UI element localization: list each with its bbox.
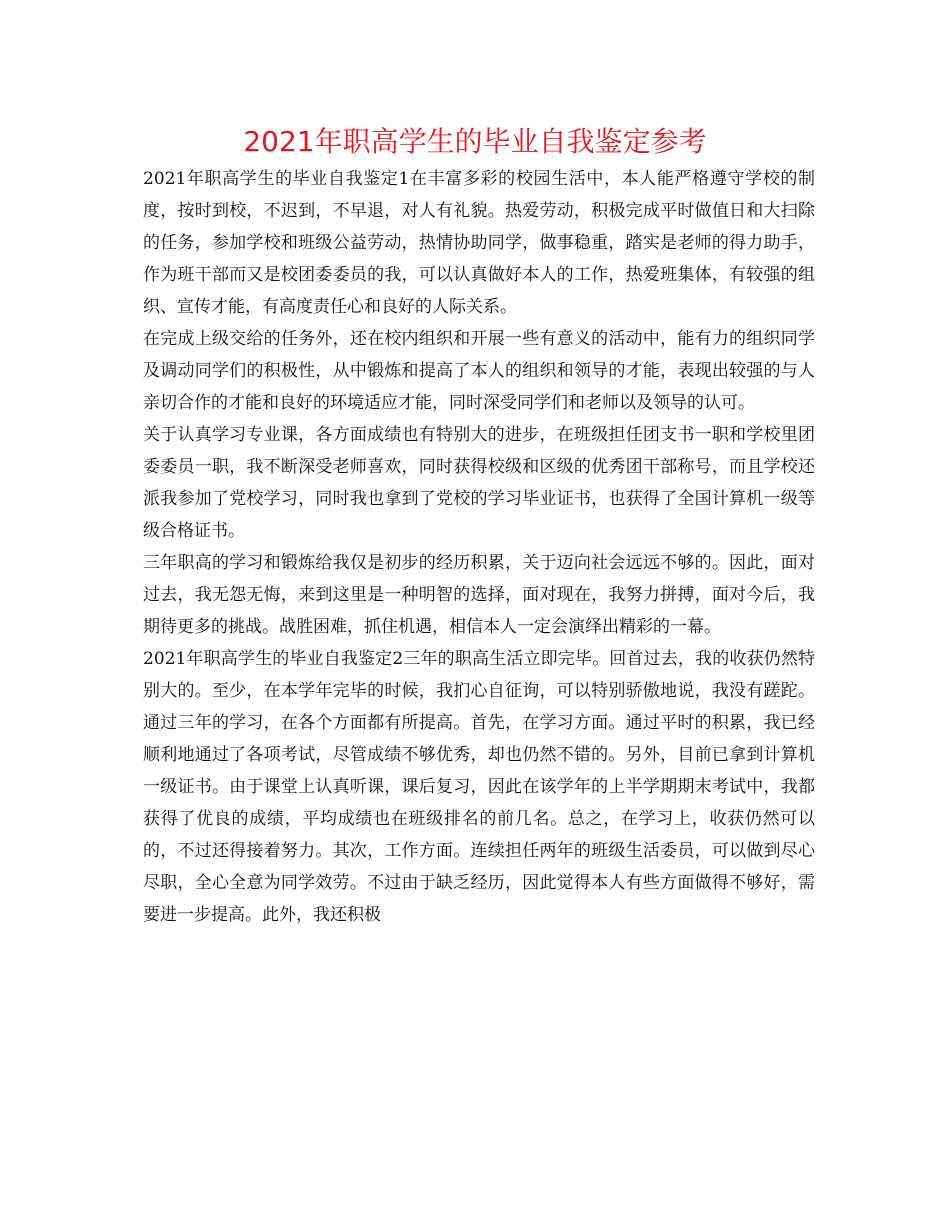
paragraph: 关于认真学习专业课，各方面成绩也有特别大的进步，在班级担任团支书一职和学校里团委委员一职，我不断深受老师喜欢，同时获得校级和区级的优秀团干部称号，而且学校还派我参加了党校学习，同时我也拿到了党校的学习毕业证书，也获得了全国计算机一级等级合格证书。 <box>143 425 815 541</box>
paragraph: 2021年职高学生的毕业自我鉴定1在丰富多彩的校园生活中，本人能严格遵守学校的制度，按时到校，不迟到，不早退，对人有礼貌。热爱劳动，积极完成平时做值日和大扫除的任务，参加学校和班级公益劳动，热情协助同学，做事稳重，踏实是老师的得力助手，作为班干部而又是校团委委员的我，可以认真做好本人的工作，热爱班集体，有较强的组织、宣传才能，有高度责任心和良好的人际关系。 <box>143 169 815 317</box>
document-body <box>143 163 815 931</box>
paragraph: 在完成上级交给的任务外，还在校内组织和开展一些有意义的活动中，能有力的组织同学及调动同学们的积极性，从中锻炼和提高了本人的组织和领导的才能，表现出较强的与人亲切合作的才能和良好的环境适应才能，同时深受同学们和老师以及领导的认可。 <box>143 329 815 413</box>
paragraph: 三年职高的学习和锻炼给我仅是初步的经历积累，关于迈向社会远远不够的。因此，面对过去，我无怨无悔，来到这里是一种明智的选择，面对现在，我努力拼搏，面对今后，我期待更多的挑战。战胜困难，抓住机遇，相信本人一定会演绎出精彩的一幕。 <box>143 553 815 637</box>
document-title: 2021年职高学生的毕业自我鉴定参考 <box>243 125 707 158</box>
paragraph: 2021年职高学生的毕业自我鉴定2三年的职高生活立即完毕。回首过去，我的收获仍然特别大的。至少，在本学年完毕的时候，我扪心自征询，可以特别骄傲地说，我没有蹉跎。通过三年的学习，在各个方面都有所提高。首先，在学习方面。通过平时的积累，我已经顺利地通过了各项考试，尽管成绩不够优秀，却也仍然不错的。另外，目前已拿到计算机一级证书。由于课堂上认真听课，课后复习，因此在该学年的上半学期期末考试中，我都获得了优良的成绩，平均成绩也在班级排名的前几名。总之，在学习上，收获仍然可以的，不过还得接着努力。其次，工作方面。连续担任两年的班级生活委员，可以做到尽心尽职，全心全意为同学效劳。不过由于缺乏经历，因此觉得本人有些方面做得不够好，需要进一步提高。此外，我还积极 <box>143 649 815 925</box>
